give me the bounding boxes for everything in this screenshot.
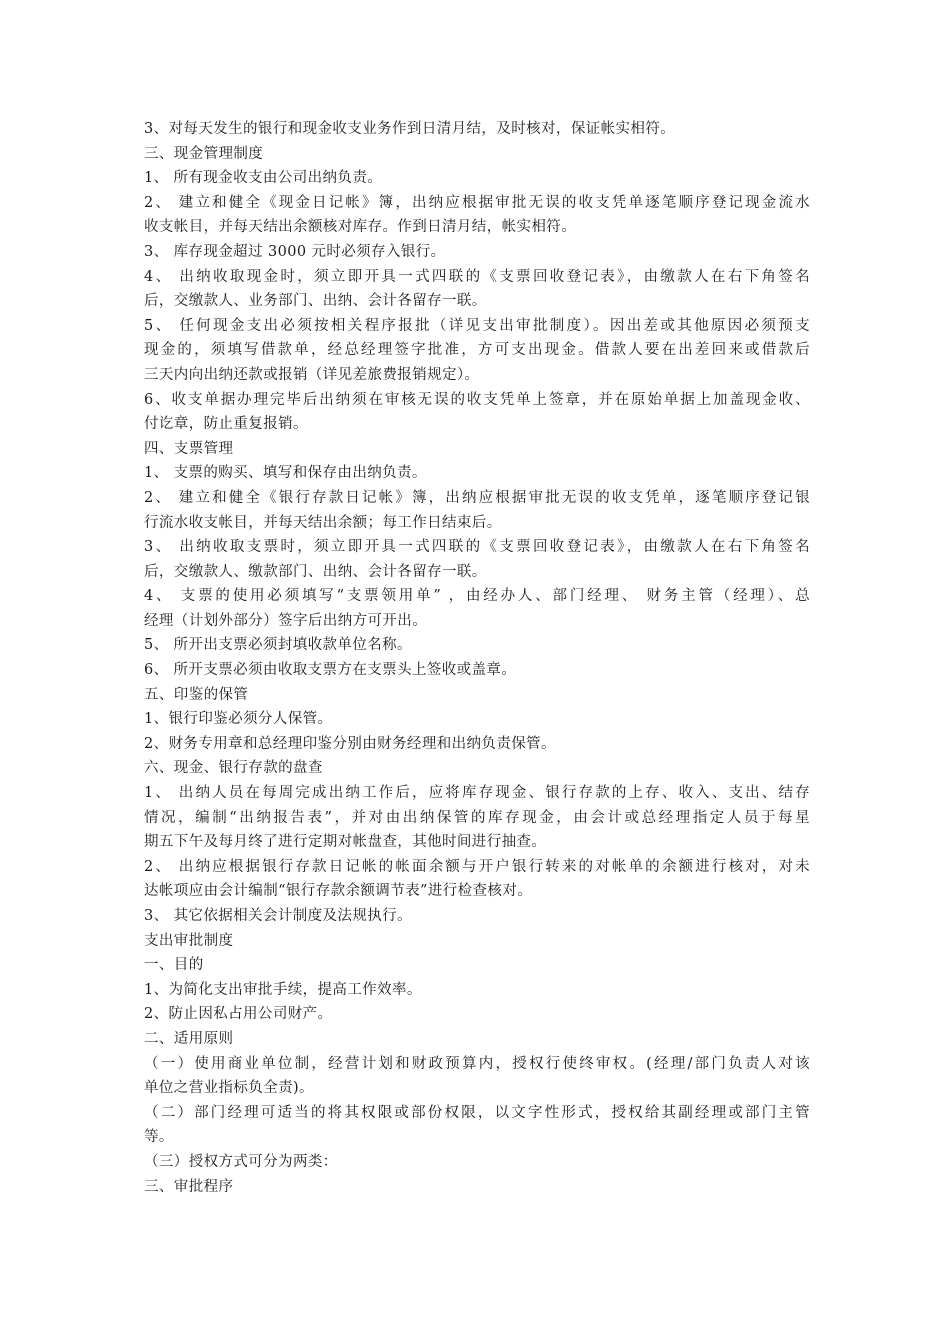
text-line: 后，交缴款人、缴款部门、出纳、会计各留存一联。 xyxy=(144,563,487,580)
text-line: 3、对每天发生的银行和现金收支业务作到日清月结，及时核对，保证帐实相符。 xyxy=(144,121,676,137)
text-line: 后，交缴款人、业务部门、出纳、会计各留存一联。 xyxy=(144,293,487,310)
section-heading: 二、适用原则 xyxy=(144,1030,234,1047)
text-line: 4、 支票的使用必须填写“支票领用单” ，由经办人、部门经理、 财务主管（经理）、总 xyxy=(144,588,810,605)
text-line: 5、 所开出支票必须封填收款单位名称。 xyxy=(144,637,412,654)
text-line: （二）部门经理可适当的将其权限或部份权限，以文字性形式，授权给其副经理或部门主管 xyxy=(144,1104,810,1121)
text-line: 3、 库存现金超过 3000 元时必须存入银行。 xyxy=(144,243,446,260)
text-line: 5、 任何现金支出必须按相关程序报批（详见支出审批制度）。因出差或其他原因必须预支 xyxy=(144,317,810,334)
section-heading: 三、现金管理制度 xyxy=(144,145,264,162)
section-heading: 五、印鉴的保管 xyxy=(144,686,249,703)
text-line: 1、 支票的购买、填写和保存由出纳负责。 xyxy=(144,465,427,482)
section-heading: 六、现金、银行存款的盘查 xyxy=(144,760,323,777)
text-line: 情况，编制“出纳报告表”，并对由出纳保管的库存现金，由会计或总经理指定人员于每星 xyxy=(144,809,810,826)
text-line: 2、 建立和健全《银行存款日记帐》簿，出纳应根据审批无误的收支凭单，逐笔顺序登记银 xyxy=(144,489,810,506)
text-line: （三）授权方式可分为两类： xyxy=(144,1153,338,1170)
text-line: 4、 出纳收取现金时，须立即开具一式四联的《支票回收登记表》，由缴款人在右下角签名 xyxy=(144,268,810,285)
section-heading: 四、支票管理 xyxy=(144,440,234,457)
section-heading: 三、审批程序 xyxy=(144,1178,234,1195)
text-line: 2、防止因私占用公司财产。 xyxy=(144,1006,333,1023)
text-line: 单位之营业指标负全责)。 xyxy=(144,1080,314,1097)
text-line: 三天内向出纳还款或报销（详见差旅费报销规定）。 xyxy=(144,366,480,383)
text-line: 3、 出纳收取支票时，须立即开具一式四联的《支票回收登记表》，由缴款人在右下角签名 xyxy=(144,539,810,556)
text-line: 付讫章，防止重复报销。 xyxy=(144,416,308,433)
text-line: 6、收支单据办理完毕后出纳须在审核无误的收支凭单上签章，并在原始单据上加盖现金收、 xyxy=(144,391,810,408)
text-line: 等。 xyxy=(144,1129,174,1146)
text-line: 6、 所开支票必须由收取支票方在支票头上签收或盖章。 xyxy=(144,662,517,679)
text-line: 1、银行印鉴必须分人保管。 xyxy=(144,711,333,728)
text-line: 达帐项应由会计编制“银行存款余额调节表”进行检查核对。 xyxy=(144,883,533,900)
document-title: 支出审批制度 xyxy=(144,932,234,949)
text-line: （一）使用商业单位制，经营计划和财政预算内，授权行使终审权。(经理/部门负责人对该 xyxy=(144,1055,810,1072)
text-line: 经理（计划外部分）签字后出纳方可开出。 xyxy=(144,612,428,629)
text-line: 期五下午及每月终了进行定期对帐盘查，其他时间进行抽查。 xyxy=(144,834,547,851)
document-page xyxy=(144,117,810,1199)
text-line: 2、 建立和健全《现金日记帐》簿，出纳应根据审批无误的收支凭单逐笔顺序登记现金流水 xyxy=(144,194,810,211)
text-line: 现金的，须填写借款单，经总经理签字批准，方可支出现金。借款人要在出差回来或借款后 xyxy=(144,342,810,359)
section-heading: 一、目的 xyxy=(144,957,204,974)
text-line: 1、为简化支出审批手续，提高工作效率。 xyxy=(144,981,422,998)
text-line: 2、 出纳应根据银行存款日记帐的帐面余额与开户银行转来的对帐单的余额进行核对，对未 xyxy=(144,858,810,875)
text-line: 1、 所有现金收支由公司出纳负责。 xyxy=(144,170,383,187)
text-line: 1、 出纳人员在每周完成出纳工作后，应将库存现金、银行存款的上存、收入、支出、结存 xyxy=(144,785,810,802)
text-line: 收支帐目，并每天结出余额核对库存。作到日清月结，帐实相符。 xyxy=(144,219,577,236)
text-line: 2、财务专用章和总经理印鉴分别由财务经理和出纳负责保管。 xyxy=(144,735,556,752)
text-line: 3、 其它依据相关会计制度及法规执行。 xyxy=(144,908,412,924)
text-line: 行流水收支帐目，并每天结出余额；每工作日结束后。 xyxy=(144,514,502,531)
